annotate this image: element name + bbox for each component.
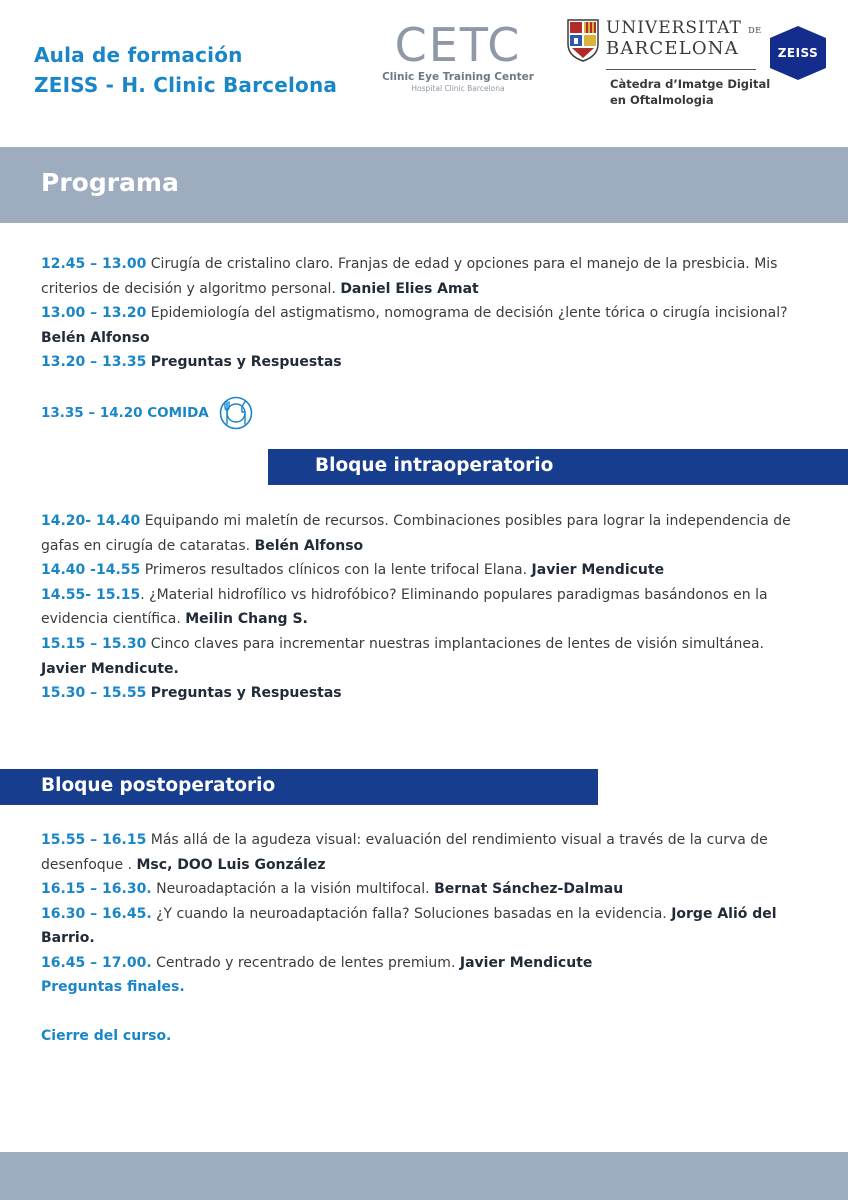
schedule-item [41, 350, 811, 375]
schedule-text: Epidemiología del astigmatismo, nomograma de decisión ¿lente tórica o cirugía incisional? [146, 305, 788, 322]
cetc-subtitle2: Hospital Clinic Barcelona [411, 84, 505, 93]
schedule-text: Centrado y recentrado de lentes premium. [151, 954, 460, 971]
zeiss-wordmark: ZEISS [777, 46, 819, 60]
schedule-speaker: Javier Mendicute. [41, 660, 179, 677]
course-title-line2: ZEISS - H. Clinic Barcelona [34, 73, 338, 97]
schedule-speaker: Preguntas y Respuestas [150, 685, 342, 702]
schedule-speaker: Meilin Chang S. [185, 611, 308, 628]
schedule-section-post [41, 828, 811, 976]
schedule-item [41, 558, 811, 583]
schedule-time: 14.40 -14.55 [41, 562, 141, 579]
intraoperatorio-header [268, 449, 848, 485]
schedule-text: Cinco claves para incrementar nuestras implantaciones de lentes de visión simultánea. [146, 635, 764, 652]
schedule-speaker: Belén Alfonso [254, 537, 364, 554]
course-title-line1: Aula de formación [34, 43, 243, 67]
schedule-speaker: Jorge Alió del Barrio. [41, 905, 777, 947]
schedule-speaker: Javier Mendicute [459, 954, 593, 971]
schedule-item [41, 252, 811, 301]
schedule-time: 14.55- 15.15 [41, 586, 141, 603]
section-title: Bloque postoperatorio [41, 775, 276, 796]
closing-course: Cierre del curso. [41, 1028, 172, 1044]
ub-catedra [610, 76, 770, 108]
schedule-item [41, 681, 811, 706]
schedule-time: 16.45 – 17.00. [41, 954, 152, 971]
schedule-speaker: Daniel Elies Amat [340, 280, 479, 297]
schedule-item [41, 828, 811, 877]
ub-word1-suffix: DE [748, 26, 762, 35]
schedule-text: ¿Y cuando la neuroadaptación falla? Soluciones basadas en la evidencia. [151, 905, 672, 922]
schedule-item [41, 583, 811, 632]
schedule-time: 16.30 – 16.45. [41, 905, 152, 922]
schedule-time: 15.55 – 16.15 [41, 832, 147, 848]
cetc-logo [378, 20, 538, 94]
schedule-time: 15.15 – 15.30 [41, 635, 147, 652]
postoperatorio-header [0, 769, 598, 805]
plate-cutlery-icon [219, 396, 253, 430]
schedule-text: . ¿Material hidrofílico vs hidrofóbico? Eliminando populares paradigmas basándonos en la evidencia científica. [41, 586, 768, 628]
schedule-time: 13.00 – 13.20 [41, 305, 147, 322]
schedule-item [41, 301, 811, 350]
schedule-text: Neuroadaptación a la visión multifocal. [151, 881, 435, 898]
schedule-speaker: Belén Alfonso [41, 329, 150, 346]
schedule-section-intra [41, 509, 811, 706]
schedule-text: Equipando mi maletín de recursos. Combinaciones posibles para lograr la independencia de gafas en cirugía de cataratas. [41, 513, 791, 554]
schedule-text: Cirugía de cristalino claro. Franjas de edad y opciones para el manejo de la presbicia. Mis criterios de decisión y algoritmo personal. [41, 256, 778, 297]
schedule-time: 13.20 – 13.35 [41, 354, 147, 371]
lunch-break [41, 396, 253, 430]
ub-word1: UNIVERSITAT [606, 18, 742, 38]
ub-catedra-line1: Càtedra d’Imatge Digital [610, 77, 771, 91]
page-title: Programa [41, 168, 179, 197]
course-title [34, 40, 337, 100]
schedule-speaker: Msc, DOO Luis González [136, 856, 326, 873]
ub-catedra-line2: en Oftalmologia [610, 93, 714, 107]
schedule-item [41, 632, 811, 681]
schedule-item [41, 877, 811, 902]
ub-divider [606, 69, 756, 70]
schedule-item [41, 509, 811, 558]
schedule-speaker: Javier Mendicute [531, 562, 665, 579]
section-title: Bloque intraoperatorio [315, 455, 554, 476]
schedule-item [41, 902, 811, 951]
schedule-time: 12.45 – 13.00 [41, 256, 147, 272]
lunch-label: 13.35 – 14.20 COMIDA [41, 405, 209, 421]
schedule-section-1 [41, 252, 811, 375]
schedule-text: Primeros resultados clínicos con la lente trifocal Elana. [140, 562, 532, 579]
zeiss-logo [770, 26, 826, 80]
schedule-text: Más allá de la agudeza visual: evaluación del rendimiento visual a través de la curva de desenfoque . [41, 832, 768, 873]
schedule-time: 14.20- 14.40 [41, 513, 141, 529]
closing-questions: Preguntas finales. [41, 979, 185, 995]
cetc-wordmark: CETC [394, 18, 522, 72]
cetc-subtitle: Clinic Eye Training Center [382, 71, 534, 83]
schedule-item [41, 951, 811, 976]
footer-band [0, 1152, 848, 1200]
schedule-speaker: Preguntas y Respuestas [150, 354, 342, 371]
ub-shield-icon [566, 18, 600, 62]
ub-word2: BARCELONA [606, 38, 739, 59]
schedule-speaker: Bernat Sánchez-Dalmau [434, 881, 624, 898]
schedule-time: 16.15 – 16.30. [41, 881, 152, 898]
schedule-time: 15.30 – 15.55 [41, 685, 147, 702]
